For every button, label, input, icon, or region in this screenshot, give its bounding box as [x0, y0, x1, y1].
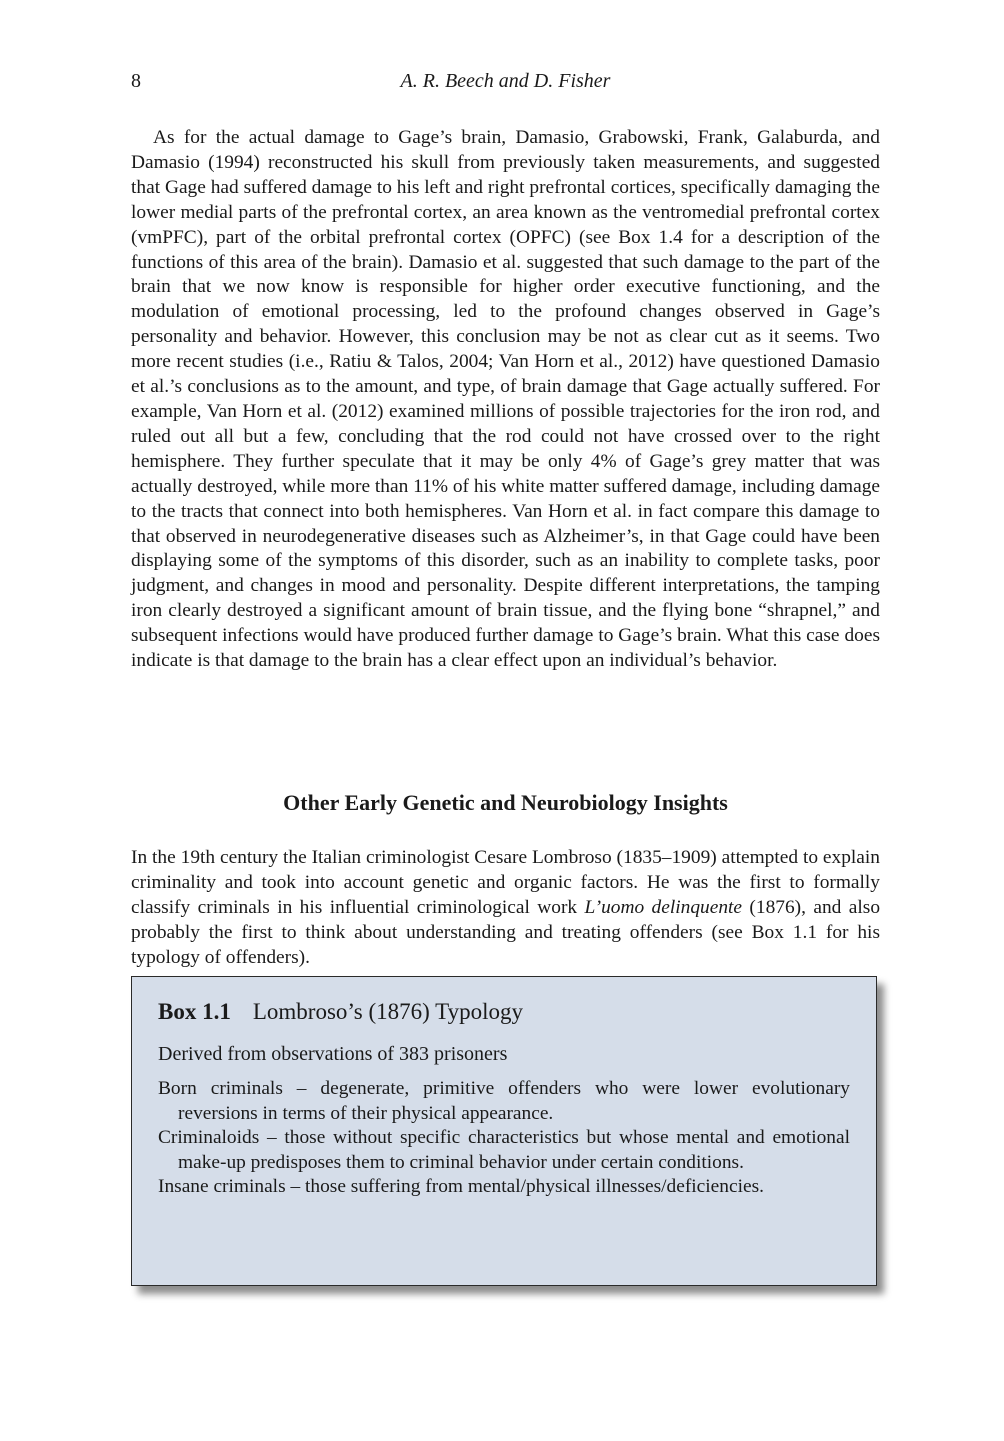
box-label: Box 1.1: [158, 999, 231, 1024]
running-head-authors: A. R. Beech and D. Fisher: [400, 70, 611, 92]
body-paragraph: As for the actual damage to Gage’s brain, Damasio, Grabowski, Frank, Galaburda, and Damasio (1994) reconstructed his skull from previously taken measurements, and suggested that Gage had suffered damage to his left and right prefrontal cortices, specifically damaging the lower medial parts of the prefrontal cortex, an area known as the ventromedial prefrontal cortex (vmPFC), part of the orbital prefrontal cortex (OPFC) (see Box 1.4 for a description of the functions of this area of the brain). Damasio et al. suggested that such damage to the part of the brain that we now know is responsible for higher order executive functioning, and the modulation of emotional processing, led to the profound changes observed in Gage’s personality and behavior. However, this conclusion may be not as clear cut as it seems. Two more recent studies (i.e., Ratiu & Talos, 2004; Van Horn et al., 2012) have questioned Damasio et al.’s conclusions as to the amount, and type, of brain damage that Gage actually suffered. For example, Van Horn et al. (2012) examined millions of possible trajectories for the iron rod, and ruled out all but a few, concluding that the rod could not have crossed over to the right hemisphere. They further speculate that it may be only 4% of Gage’s grey matter that was actually destroyed, while more than 11% of his white matter suffered damage, including damage to the tracts that connect into both hemispheres. Van Horn et al. in fact compare this damage to that observed in neurodegenerative diseases such as Alzheimer’s, in that Gage could have been displaying some of the symptoms of this disorder, such as an inability to complete tasks, poor judgment, and changes in mood and personality. Despite different interpretations, the tamping iron clearly destroyed a significant amount of brain tissue, and the flying bone “shrapnel,” and subsequent infections would have produced further damage to Gage’s brain. What this case does indicate is that damage to the brain has a clear effect upon an individual’s behavior.: [131, 127, 880, 672]
body-paragraph: [131, 846, 880, 971]
typology-list: [158, 1077, 850, 1200]
list-item: Born criminals – degenerate, primitive offenders who were lower evolutionary reversions in terms of their physical appearance.: [158, 1078, 850, 1124]
sidebar-box: [131, 976, 877, 1286]
list-item: Insane criminals – those suffering from mental/physical illnesses/deficiencies.: [158, 1176, 764, 1198]
book-title: L’uomo delinquente: [584, 896, 743, 918]
box-title: [158, 997, 850, 1027]
paragraph-text: (1876), and also probably the first to think about understanding and treating offenders (see Box 1.1 for his typology of offenders).: [131, 896, 881, 968]
list-item: Criminaloids – those without specific characteristics but whose mental and emotional make-up predisposes them to criminal behavior under certain conditions.: [158, 1127, 850, 1173]
box-heading: Lombroso’s (1876) Typology: [252, 999, 523, 1024]
box-subtitle: Derived from observations of 383 prisoners: [158, 1043, 508, 1065]
paragraph-text: In the 19th century the Italian criminologist Cesare Lombroso (1835–1909) attempted to explain criminality and took into account genetic and organic factors. He was the first to formally classify criminals in his influential criminological work: [131, 847, 880, 918]
page-number: 8: [131, 70, 141, 92]
running-head: [131, 70, 880, 100]
section-heading: Other Early Genetic and Neurobiology Insights: [283, 790, 728, 815]
